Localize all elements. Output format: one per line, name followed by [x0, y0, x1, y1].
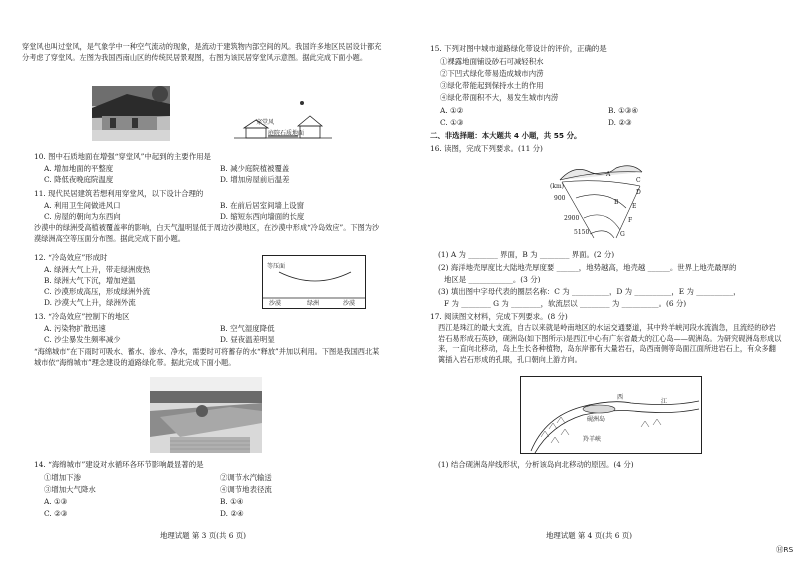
green-belt-photo: [150, 377, 262, 453]
pressure-diagram: [262, 255, 366, 309]
q15-option-a[interactable]: A. ①②: [440, 106, 464, 115]
q13-option-c[interactable]: C. 沙尘暴发生频率减少: [44, 335, 121, 344]
q17-stem: 17. 阅读图文材料，完成下列要求。(8 分): [430, 312, 568, 321]
q10-stem: 10. 图中石质地面在增强“穿堂风”中起到的主要作用是: [34, 152, 211, 161]
q15-item-3: ③绿化带能起到保持水土的作用: [440, 81, 544, 90]
layer-g-label: G: [620, 231, 625, 238]
q16-sub1: (1) A 为 ________ 界面，B 为 ________ 界面。(2 分): [438, 250, 615, 259]
q14-option-b[interactable]: B. ①④: [220, 497, 244, 506]
ventilation-diagram: [228, 98, 338, 146]
q13-option-b[interactable]: B. 空气湿度降低: [220, 324, 275, 333]
passage-cold-island: 沙漠中的绿洲受高植被覆盖率的影响，白天气温明显低于周边沙漠地区，在沙漠中形成“冷岛效应”。下图为沙漠绿洲高空等压面分布图。据此完成下面小题。: [34, 223, 380, 243]
q17-sub1: (1) 结合砚洲岛岸线形状，分析该岛向北移动的原因。(4 分): [438, 460, 634, 469]
section-heading: 二、非选择题：本大题共 4 小题，共 55 分。: [430, 131, 582, 140]
layer-a-label: A: [606, 171, 611, 178]
q14-item-4: ④调节地表径流: [220, 485, 272, 494]
q11-stem: 11. 现代民居建筑若想利用穿堂风，以下设计合理的: [34, 189, 204, 198]
island-label: 砚洲岛: [587, 416, 606, 423]
q16-sub2b: 地区是 ____________。(3 分): [444, 275, 541, 284]
layer-e-label: E: [632, 203, 637, 210]
q15-item-2: ②下凹式绿化带易造成城市内涝: [440, 69, 544, 78]
earth-layers-diagram: [550, 158, 650, 240]
page-footer-right: 地理试题 第 4 页(共 6 页): [546, 531, 633, 540]
xijiang-map: [520, 376, 702, 454]
q13-option-a[interactable]: A. 污染物扩散迅速: [44, 324, 106, 333]
q16-sub3a: (3) 填出图中字母代表的圈层名称：C 为 __________，D 为 __________，E 为 __________，: [438, 287, 741, 296]
q17-material: 西江是珠江的最大支流，自古以来就是岭南地区的水运交通要道，其中羚羊峡河段水流湍急，且流经的砂岩岩石易形成石英砂，砚洲岛(如下图所示)是西江中心有广东省最大的江心岛——砚洲岛。为研究砚洲岛形成以来，一直向北移动，岛上生长各种植物，岛东岸都有大量岩石，岛西南侧等岛面江面所进岩石上，有众多翻篱插入岩石形成的孔眼，孔口朝向上游方向。: [438, 323, 782, 364]
q10-option-c[interactable]: C. 降低夜晚庭院温度: [44, 175, 114, 184]
house-photo: [92, 86, 170, 141]
layer-d-label: D: [636, 189, 641, 196]
depth-5150-label: 5150: [574, 229, 590, 236]
q13-stem: 13. “冷岛效应”控制下的地区: [34, 312, 130, 321]
desert-label-left: 沙漠: [269, 300, 282, 307]
right-page: [400, 0, 800, 566]
q14-item-2: ②调节水汽输送: [220, 473, 272, 482]
q15-stem: 15. 下列对图中城市道路绿化带设计的评价，正确的是: [430, 44, 607, 53]
page-footer-left: 地理试题 第 3 页(共 6 页): [160, 531, 247, 540]
wind-label: 穿堂风: [256, 119, 275, 126]
q14-option-a[interactable]: A. ①③: [44, 497, 68, 506]
q15-option-c[interactable]: C. ①③: [440, 118, 464, 127]
layer-b-label: B: [614, 199, 619, 206]
q14-item-3: ③增加大气降水: [44, 485, 96, 494]
q10-option-a[interactable]: A. 增加地面的平整度: [44, 164, 114, 173]
layer-c-label: C: [636, 177, 641, 184]
q10-option-b[interactable]: B. 减少庭院植被覆盖: [220, 164, 290, 173]
q15-item-1: ①裸露地面铺设砂石可减轻积水: [440, 57, 544, 66]
river-label-jiang: 江: [661, 398, 668, 405]
q11-option-b[interactable]: B. 在前后居室间墙上设窗: [220, 201, 305, 210]
q11-option-c[interactable]: C. 房屋的朝向为东西向: [44, 212, 121, 221]
q12-option-b[interactable]: B. 绿洲大气下沉，增加逆温: [44, 276, 136, 285]
river-label-xi: 西: [617, 394, 624, 401]
q16-stem: 16. 读图，完成下列要求。(11 分): [430, 144, 543, 153]
q14-option-c[interactable]: C. ②③: [44, 509, 68, 518]
corner-mark: ⒽRS: [776, 545, 794, 554]
q16-sub2a: (2) 海洋地壳厚度比大陆地壳厚度要 ______，地势越高，地壳越 ______。世界上地壳最厚的: [438, 263, 737, 272]
q10-option-d[interactable]: D. 增加房屋前后温差: [220, 175, 290, 184]
gorge-label: 羚羊峡: [583, 436, 602, 443]
q14-stem: 14. “海绵城市”建设对水循环各环节影响最显著的是: [34, 460, 204, 469]
depth-2900-label: 2900: [564, 215, 580, 222]
q14-option-d[interactable]: D. ②④: [220, 509, 244, 518]
depth-900-label: 900: [554, 195, 566, 202]
q16-sub3b: F 为 ________ G 为 ________，软流层以 ________ 为 __________。(6 分): [444, 299, 687, 308]
q11-option-a[interactable]: A. 利用卫生间做进风口: [44, 201, 121, 210]
q13-option-d[interactable]: D. 昼夜温差明显: [220, 335, 275, 344]
passage-sponge-city: “海绵城市”在下雨时可吸水、蓄水、渗水、净水，需要时可将蓄存的水“释放”并加以利用。下图是我国西北某城市依“海绵城市”理念建设的道路绿化带。据此完成下面小题。: [34, 347, 380, 367]
oasis-label: 绿洲: [307, 300, 320, 307]
q12-option-d[interactable]: D. 沙漠大气上升，绿洲外流: [44, 298, 136, 307]
km-label: (km): [550, 183, 565, 190]
q15-item-4: ④绿化带面积不大，易发生城市内涝: [440, 93, 559, 102]
q12-option-a[interactable]: A. 绿洲大气上升，带走绿洲废热: [44, 265, 151, 274]
q15-option-b[interactable]: B. ①③④: [608, 106, 639, 115]
q14-item-1: ①增加下渗: [44, 473, 81, 482]
q11-option-d[interactable]: D. 缩短东西向墙面的长度: [220, 212, 305, 221]
q12-option-c[interactable]: C. 沙漠形成高压，形成绿洲外流: [44, 287, 151, 296]
ground-label: 庭院石质地面: [268, 130, 305, 137]
q12-stem: 12. “冷岛效应”形成时: [34, 253, 108, 262]
passage-ventilation: 穿堂风也叫过堂风，是气象学中一种空气流动的现象，是流动于建筑物内部空间的风。我国许多地区民居设计都充分考虑了穿堂风。左图为我国西南山区的传统民居景观图，右图为该民居穿堂风示意图。据此完成下面小题。: [22, 42, 382, 62]
layer-f-label: F: [628, 217, 633, 224]
isobar-label: 等压面: [267, 263, 286, 270]
q15-option-d[interactable]: D. ②③: [608, 118, 632, 127]
desert-label-right: 沙漠: [343, 300, 356, 307]
